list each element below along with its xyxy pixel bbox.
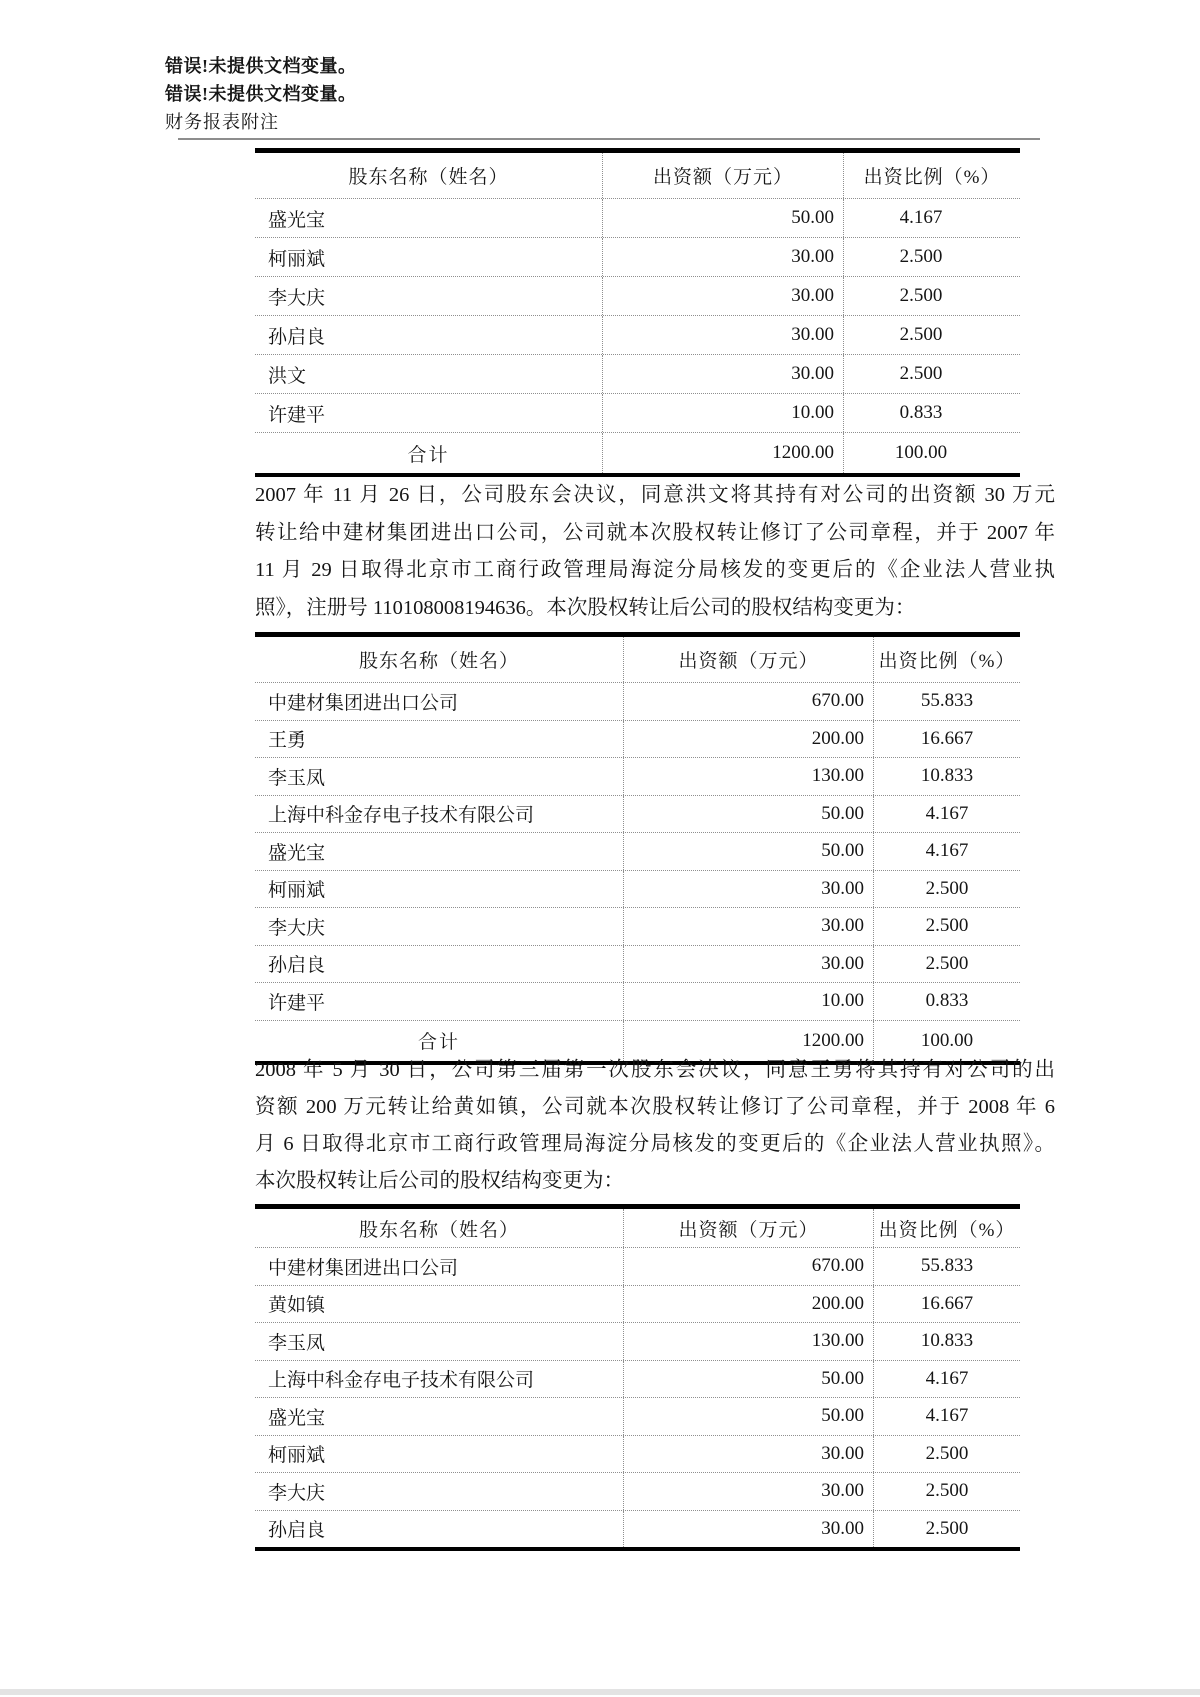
contribution-amount: 30.00 — [623, 1473, 873, 1510]
contribution-ratio: 55.833 — [873, 683, 1020, 720]
shareholder-name: 李玉凤 — [268, 767, 326, 789]
shareholder-name: 孙启良 — [268, 326, 326, 348]
shareholder-name: 中建材集团进出口公司 — [268, 1257, 459, 1279]
contribution-ratio: 4.167 — [873, 833, 1020, 870]
page-header — [165, 52, 357, 136]
contribution-amount: 50.00 — [623, 1361, 873, 1398]
contribution-amount: 10.00 — [623, 983, 873, 1020]
column-header-amount: 出资额（万元） — [623, 1209, 873, 1247]
contribution-ratio: 10.833 — [873, 1323, 1020, 1360]
shareholder-table-1 — [255, 148, 1020, 477]
contribution-amount: 30.00 — [602, 238, 843, 276]
shareholder-name: 王勇 — [268, 730, 307, 752]
contribution-amount: 130.00 — [623, 1323, 873, 1360]
total-label: 合计 — [417, 1032, 460, 1053]
shareholder-name: 孙启良 — [268, 955, 326, 977]
table-row — [255, 394, 1020, 433]
table-row — [255, 833, 1020, 871]
shareholder-name: 盛光宝 — [268, 209, 326, 231]
table-row — [255, 316, 1020, 355]
contribution-ratio: 10.833 — [873, 758, 1020, 795]
contribution-ratio: 2.500 — [843, 238, 1020, 276]
shareholder-name: 李大庆 — [268, 287, 326, 309]
header-divider — [178, 138, 1040, 140]
column-header-amount: 出资额（万元） — [602, 153, 843, 198]
total-label: 合计 — [407, 444, 450, 466]
table-row — [255, 1511, 1020, 1548]
paragraph-line: 2007 年 11 月 26 日，公司股东会决议，同意洪文将其持有对公司的出资额 30 万元 — [255, 484, 1055, 506]
contribution-amount: 30.00 — [602, 277, 843, 315]
contribution-amount: 30.00 — [623, 871, 873, 908]
shareholder-table-2 — [255, 632, 1020, 1065]
column-header-ratio: 出资比例（%） — [873, 637, 1020, 682]
table-row — [255, 908, 1020, 946]
table-row — [255, 871, 1020, 909]
contribution-amount: 30.00 — [602, 316, 843, 354]
shareholder-name: 上海中科金存电子技术有限公司 — [268, 805, 535, 827]
total-amount: 1200.00 — [623, 1021, 873, 1061]
contribution-ratio: 2.500 — [873, 1473, 1020, 1510]
shareholder-name: 孙启良 — [268, 1520, 326, 1542]
table-row — [255, 796, 1020, 834]
contribution-amount: 130.00 — [623, 758, 873, 795]
column-header-name: 股东名称（姓名） — [358, 1219, 519, 1241]
contribution-ratio: 2.500 — [873, 1511, 1020, 1548]
header-error-line-2: 错误!未提供文档变量。 — [165, 84, 357, 104]
contribution-amount: 30.00 — [623, 908, 873, 945]
table-header-row — [255, 153, 1020, 199]
table-row — [255, 355, 1020, 394]
paragraph-2007-transfer — [255, 477, 1055, 627]
shareholder-name: 洪文 — [268, 365, 307, 387]
paragraph-line: 11 月 29 日取得北京市工商行政管理局海淀分局核发的变更后的《企业法人营业执 — [255, 559, 1055, 581]
paragraph-line: 转让给中建材集团进出口公司，公司就本次股权转让修订了公司章程，并于 2007 年 — [255, 521, 1055, 544]
shareholder-name: 李玉凤 — [268, 1332, 326, 1354]
contribution-ratio: 2.500 — [873, 1436, 1020, 1473]
column-header-name: 股东名称（姓名） — [358, 651, 519, 672]
shareholder-name: 盛光宝 — [268, 1407, 326, 1429]
table-row — [255, 1398, 1020, 1436]
table-row — [255, 721, 1020, 759]
paragraph-line: 照》，注册号 110108008194636。本次股权转让后公司的股权结构变更为： — [255, 596, 916, 619]
contribution-ratio: 4.167 — [843, 199, 1020, 237]
paragraph-line: 资额 200 万元转让给黄如镇，公司就本次股权转让修订了公司章程，并于 2008 年 6 — [255, 1096, 1055, 1118]
table-row — [255, 683, 1020, 721]
table-row — [255, 1248, 1020, 1286]
contribution-ratio: 2.500 — [873, 908, 1020, 945]
contribution-ratio: 4.167 — [873, 1398, 1020, 1435]
shareholder-table-3 — [255, 1204, 1020, 1551]
table-row — [255, 1323, 1020, 1361]
shareholder-name: 黄如镇 — [268, 1295, 326, 1317]
table-row — [255, 1473, 1020, 1511]
contribution-amount: 200.00 — [623, 721, 873, 758]
contribution-amount: 30.00 — [623, 1511, 873, 1548]
contribution-amount: 670.00 — [623, 683, 873, 720]
contribution-ratio: 2.500 — [843, 277, 1020, 315]
table-row — [255, 277, 1020, 316]
column-header-ratio: 出资比例（%） — [843, 153, 1020, 198]
table-row — [255, 946, 1020, 984]
table-row — [255, 983, 1020, 1021]
paragraph-2008-transfer — [255, 1052, 1055, 1200]
contribution-ratio: 2.500 — [843, 355, 1020, 393]
contribution-amount: 50.00 — [602, 199, 843, 237]
contribution-amount: 50.00 — [623, 796, 873, 833]
header-error-line-1: 错误!未提供文档变量。 — [165, 56, 357, 76]
total-ratio: 100.00 — [873, 1021, 1020, 1061]
shareholder-name: 柯丽斌 — [268, 880, 326, 902]
paragraph-line: 2008 年 5 月 30 日，公司第三届第一次股东会决议，同意王勇将其持有对公司的出 — [255, 1059, 1055, 1081]
table-row — [255, 1361, 1020, 1399]
total-row — [255, 433, 1020, 473]
table-row — [255, 1286, 1020, 1324]
shareholder-name: 李大庆 — [268, 917, 326, 939]
column-header-ratio: 出资比例（%） — [873, 1209, 1020, 1247]
shareholder-name: 中建材集团进出口公司 — [268, 692, 459, 714]
table-row — [255, 1436, 1020, 1474]
table-header-row — [255, 637, 1020, 683]
shareholder-name: 许建平 — [268, 404, 326, 426]
paragraph-line: 本次股权转让后公司的股权结构变更为： — [255, 1170, 624, 1192]
contribution-ratio: 2.500 — [873, 871, 1020, 908]
contribution-amount: 30.00 — [623, 946, 873, 983]
contribution-ratio: 0.833 — [843, 394, 1020, 432]
table-row — [255, 758, 1020, 796]
contribution-amount: 10.00 — [602, 394, 843, 432]
contribution-ratio: 4.167 — [873, 1361, 1020, 1398]
contribution-amount: 30.00 — [623, 1436, 873, 1473]
contribution-amount: 30.00 — [602, 355, 843, 393]
contribution-ratio: 16.667 — [873, 721, 1020, 758]
shareholder-name: 李大庆 — [268, 1482, 326, 1504]
shareholder-name: 柯丽斌 — [268, 1445, 326, 1467]
contribution-ratio: 4.167 — [873, 796, 1020, 833]
shareholder-name: 盛光宝 — [268, 842, 326, 864]
column-header-name: 股东名称（姓名） — [348, 167, 509, 188]
total-amount: 1200.00 — [602, 433, 843, 473]
contribution-amount: 50.00 — [623, 833, 873, 870]
paragraph-line: 月 6 日取得北京市工商行政管理局海淀分局核发的变更后的《企业法人营业执照》。 — [255, 1133, 1055, 1155]
contribution-ratio: 0.833 — [873, 983, 1020, 1020]
contribution-ratio: 2.500 — [873, 946, 1020, 983]
section-title: 财务报表附注 — [165, 112, 279, 132]
shareholder-name: 柯丽斌 — [268, 248, 326, 270]
contribution-amount: 670.00 — [623, 1248, 873, 1285]
table-row — [255, 238, 1020, 277]
contribution-amount: 200.00 — [623, 1286, 873, 1323]
contribution-ratio: 16.667 — [873, 1286, 1020, 1323]
shareholder-name: 许建平 — [268, 992, 326, 1014]
scan-edge-artifact — [0, 1689, 1200, 1695]
contribution-amount: 50.00 — [623, 1398, 873, 1435]
table-header-row — [255, 1209, 1020, 1248]
table-row — [255, 199, 1020, 238]
column-header-amount: 出资额（万元） — [623, 637, 873, 682]
shareholder-name: 上海中科金存电子技术有限公司 — [268, 1370, 535, 1392]
contribution-ratio: 55.833 — [873, 1248, 1020, 1285]
total-ratio: 100.00 — [843, 433, 1020, 473]
contribution-ratio: 2.500 — [843, 316, 1020, 354]
